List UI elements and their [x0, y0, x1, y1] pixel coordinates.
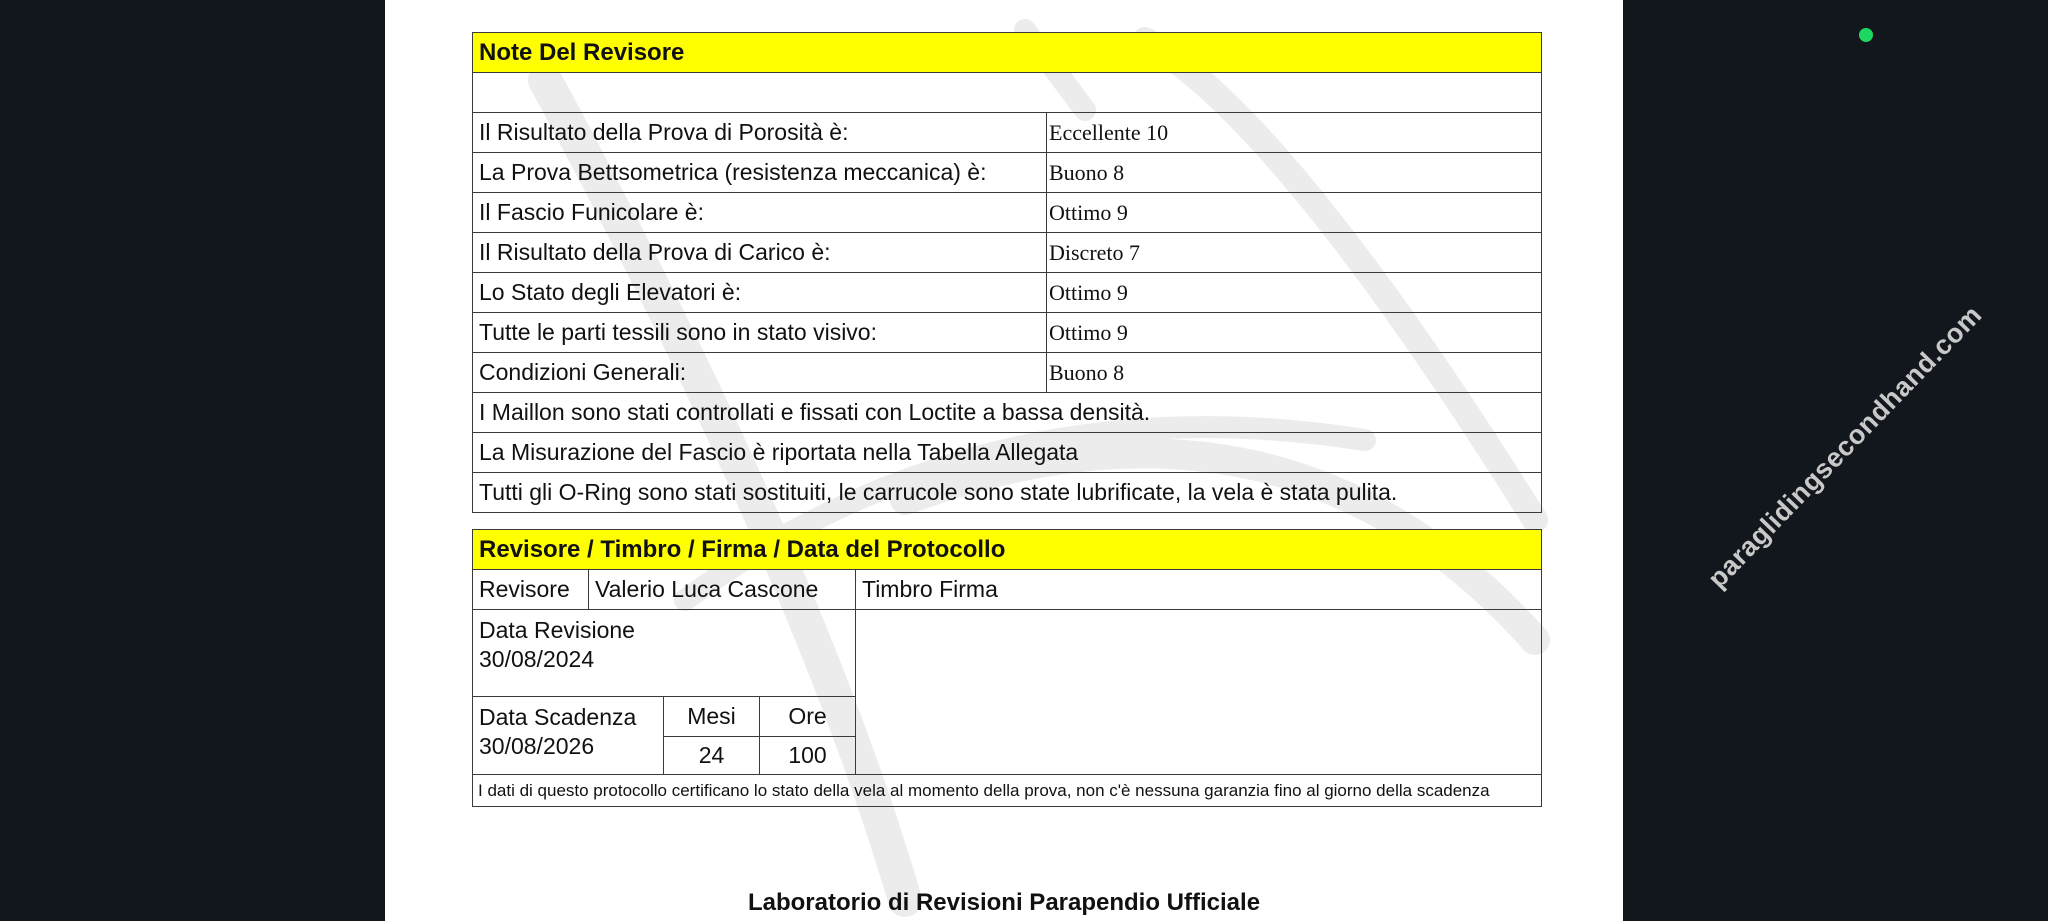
row-label: La Prova Bettsometrica (resistenza meccanica) è:	[473, 153, 1047, 193]
protocol-header: Revisore / Timbro / Firma / Data del Protocollo	[473, 530, 1542, 570]
table-row	[473, 193, 1542, 233]
row-label: Lo Stato degli Elevatori è:	[473, 273, 1047, 313]
reviewer-notes-table	[472, 32, 1542, 513]
hours-label: Ore	[760, 697, 856, 737]
row-value: Ottimo 9	[1047, 193, 1542, 233]
site-watermark-text: paraglidingsecondhand.com	[1702, 299, 1988, 594]
review-date-label: Data Revisione	[479, 617, 635, 643]
row-value: Ottimo 9	[1047, 273, 1542, 313]
document-page	[385, 0, 1623, 921]
months-value: 24	[664, 737, 760, 775]
review-date-cell	[473, 610, 856, 697]
note-line: La Misurazione del Fascio è riportata nella Tabella Allegata	[473, 433, 1542, 473]
row-value: Buono 8	[1047, 153, 1542, 193]
reviewer-label: Revisore	[473, 570, 589, 610]
note-line: I Maillon sono stati controllati e fissati con Loctite a bassa densità.	[473, 393, 1542, 433]
months-label: Mesi	[664, 697, 760, 737]
footer-lab-title: Laboratorio di Revisioni Parapendio Ufficiale	[747, 889, 1261, 916]
row-value: Ottimo 9	[1047, 313, 1542, 353]
hours-value: 100	[760, 737, 856, 775]
stamp-signature-area	[856, 610, 1542, 775]
table-row	[473, 273, 1542, 313]
stamp-signature-label: Timbro Firma	[856, 570, 1542, 610]
table-row	[473, 153, 1542, 193]
table-row	[473, 113, 1542, 153]
review-date-value: 30/08/2024	[479, 646, 595, 672]
empty-row	[473, 73, 1542, 113]
table-row	[473, 353, 1542, 393]
row-label: Il Risultato della Prova di Porosità è:	[473, 113, 1047, 153]
row-label: Condizioni Generali:	[473, 353, 1047, 393]
expiry-date-cell	[473, 697, 664, 775]
row-value: Buono 8	[1047, 353, 1542, 393]
protocol-table	[472, 529, 1542, 807]
note-line: Tutti gli O-Ring sono stati sostituiti, le carrucole sono state lubrificate, la vela è stata pulita.	[473, 473, 1542, 513]
row-value: Eccellente 10	[1047, 113, 1542, 153]
table-row	[473, 313, 1542, 353]
notes-header: Note Del Revisore	[473, 33, 1542, 73]
row-label: Tutte le parti tessili sono in stato visivo:	[473, 313, 1047, 353]
reviewer-name: Valerio Luca Cascone	[589, 570, 856, 610]
row-label: Il Risultato della Prova di Carico è:	[473, 233, 1047, 273]
expiry-date-label: Data Scadenza	[479, 704, 637, 730]
table-row	[473, 233, 1542, 273]
row-value: Discreto 7	[1047, 233, 1542, 273]
expiry-date-value: 30/08/2026	[479, 733, 595, 759]
status-dot-icon	[1859, 28, 1873, 42]
row-label: Il Fascio Funicolare è:	[473, 193, 1047, 233]
disclaimer-text: I dati di questo protocollo certificano lo stato della vela al momento della prova, non c'è nessuna garanzia fino al giorno della scadenza	[473, 775, 1542, 807]
